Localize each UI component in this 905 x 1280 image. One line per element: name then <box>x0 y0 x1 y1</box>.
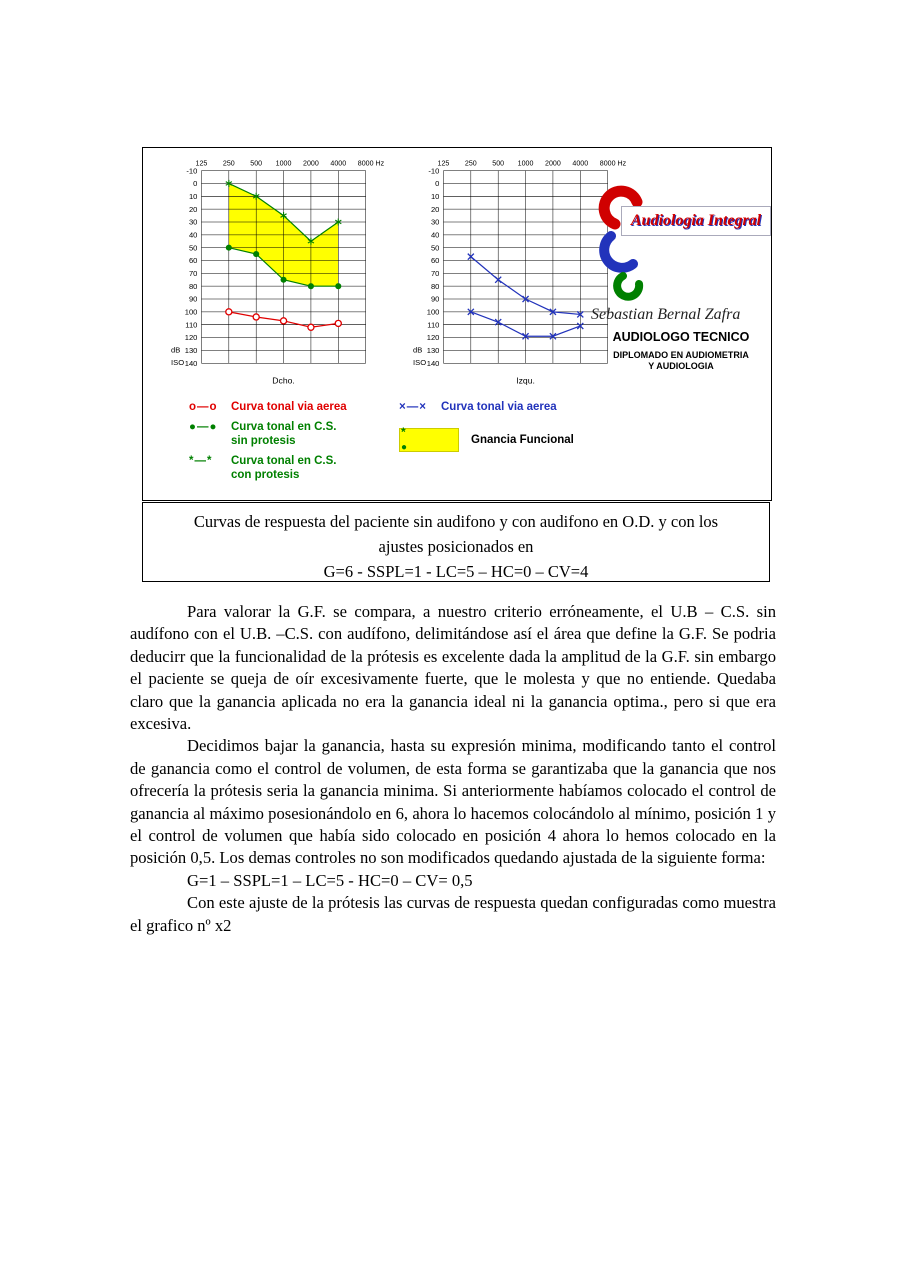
caption-line-3: G=6 - SSPL=1 - LC=5 – HC=0 – CV=4 <box>323 562 589 581</box>
svg-text:40: 40 <box>188 230 198 240</box>
svg-text:ISO: ISO <box>171 358 185 368</box>
svg-text:Izqu.: Izqu. <box>516 375 535 386</box>
svg-text:Hz: Hz <box>375 159 385 168</box>
svg-text:250: 250 <box>222 159 235 168</box>
legend-item-air-left <box>399 400 619 414</box>
svg-text:1000: 1000 <box>517 159 534 168</box>
svg-text:125: 125 <box>437 159 450 168</box>
svg-text:130: 130 <box>184 346 198 355</box>
svg-text:4000: 4000 <box>572 159 589 168</box>
circle-line-marker-icon: o—o <box>189 401 218 413</box>
figure-caption <box>142 502 770 582</box>
paragraph-valorar-gf: Para valorar la G.F. se compara, a nuestro criterio erróneamente, el U.B – C.S. sin audífono con el U.B. –C.S. con audífono, delimitándose así el área que define la G.F. Se podria deducirr que la funcionalidad de la prótesis es excelente dada la amplitud de la G.F. sin embargo el paciente se queja de oír excesivamente fuerte, que le molesta y que no entiende. Quedaba claro que la ganancia aplicada no era la ganancia ideal ni la ganancia optima., pero si que era excesiva. <box>130 602 776 734</box>
x-line-marker-icon: ×—× <box>399 401 427 413</box>
body-text <box>130 601 776 937</box>
audiologist-name: Sebastian Bernal Zafra <box>591 306 741 323</box>
right-ear-audiogram-chart <box>167 154 392 392</box>
svg-text:30: 30 <box>430 217 440 227</box>
svg-text:250: 250 <box>464 159 477 168</box>
svg-text:8000: 8000 <box>599 159 616 168</box>
logo-swirl-icon <box>593 184 651 304</box>
legend-right-ear <box>189 400 389 488</box>
svg-text:60: 60 <box>188 256 198 266</box>
functional-gain-label: Gnancia Funcional <box>471 434 574 446</box>
svg-text:140: 140 <box>426 358 440 368</box>
svg-text:500: 500 <box>250 159 263 168</box>
legend-label: Curva tonal via aerea <box>441 401 557 413</box>
settings-formula: G=1 – SSPL=1 – LC=5 - HC=0 – CV= 0,5 <box>187 870 473 890</box>
legend-item-functional-gain <box>399 425 619 453</box>
svg-text:20: 20 <box>430 204 440 214</box>
legend-item-air-right <box>189 400 389 414</box>
svg-text:120: 120 <box>184 333 198 343</box>
paragraph-grafico-x2: Con este ajuste de la prótesis las curvas de respuesta quedan configuradas como muestra el grafico nº x2 <box>130 893 776 935</box>
svg-text:50: 50 <box>188 243 198 253</box>
svg-text:140: 140 <box>184 358 198 368</box>
svg-text:70: 70 <box>188 268 198 278</box>
svg-text:ISO: ISO <box>413 358 427 368</box>
svg-text:0: 0 <box>193 179 198 189</box>
paragraph-bajar-ganancia: Decidimos bajar la ganancia, hasta su expresión minima, modificando tanto el control de ganancia como el control de volumen, de esta forma se garantizaba que la ganancia que nos ofrecería la prótesis seria la ganancia minima. Si anteriormente habíamos colocado el control de ganancia al máximo posesionándolo en 6, ahora lo hacemos colocándolo al mínimo, posición 1 y el control de volumen que había sido colocado en posición 4 ahora lo hemos colocado en la posición 0,5. Los demas controles no son modificados quedando ajustada de la siguiente forma: <box>130 736 776 868</box>
svg-text:130: 130 <box>426 346 440 355</box>
brand-name: Audiologia Integral <box>630 212 762 229</box>
brand-box <box>621 206 771 236</box>
svg-text:8000: 8000 <box>357 159 374 168</box>
svg-text:10: 10 <box>430 191 440 201</box>
caption-line-2: ajustes posicionados en <box>378 537 534 556</box>
svg-text:4000: 4000 <box>330 159 347 168</box>
legend-item-cs-con-protesis <box>189 454 389 482</box>
legend-item-cs-sin-protesis <box>189 420 389 448</box>
svg-text:Hz: Hz <box>617 159 627 168</box>
svg-text:80: 80 <box>188 281 198 291</box>
svg-text:110: 110 <box>427 320 440 330</box>
dot-marker-icon: ● <box>401 442 408 453</box>
legend-left-ear <box>399 400 619 452</box>
caption-line-1: Curvas de respuesta del paciente sin audifono y con audifono en O.D. y con los <box>193 512 719 531</box>
asterisk-marker-icon: * <box>401 425 406 439</box>
svg-text:1000: 1000 <box>275 159 292 168</box>
diploma-line-1: DIPLOMADO EN AUDIOMETRIA <box>613 350 749 360</box>
svg-text:-10: -10 <box>428 166 440 176</box>
svg-text:2000: 2000 <box>545 159 561 168</box>
svg-text:40: 40 <box>430 230 440 240</box>
svg-text:500: 500 <box>492 159 505 168</box>
svg-text:120: 120 <box>426 333 440 343</box>
asterisk-line-marker-icon: *—* <box>189 455 213 467</box>
svg-text:-10: -10 <box>186 166 198 176</box>
functional-gain-swatch-icon <box>399 425 459 453</box>
svg-text:110: 110 <box>185 320 198 330</box>
svg-text:100: 100 <box>426 307 440 317</box>
svg-text:100: 100 <box>184 307 198 317</box>
svg-text:70: 70 <box>430 268 440 278</box>
svg-text:0: 0 <box>435 179 440 189</box>
svg-text:Dcho.: Dcho. <box>272 375 295 386</box>
legend-label: Curva tonal en C.S. con protesis <box>231 455 337 481</box>
svg-text:60: 60 <box>430 256 440 266</box>
svg-text:30: 30 <box>188 217 198 227</box>
audiologist-title: AUDIOLOGO TECNICO <box>612 330 750 344</box>
svg-text:50: 50 <box>430 243 440 253</box>
svg-text:dB: dB <box>413 345 423 355</box>
svg-text:90: 90 <box>188 294 198 304</box>
svg-text:2000: 2000 <box>303 159 319 168</box>
dot-line-marker-icon: ●—● <box>189 421 218 433</box>
legend-label: Curva tonal en C.S. sin protesis <box>231 421 337 447</box>
svg-text:10: 10 <box>188 191 198 201</box>
audiogram-figure <box>142 147 772 501</box>
svg-text:125: 125 <box>195 159 208 168</box>
legend-label: Curva tonal via aerea <box>231 401 347 413</box>
diploma-line-2: Y AUDIOLOGIA <box>648 361 714 371</box>
svg-text:dB: dB <box>171 345 181 355</box>
svg-text:20: 20 <box>188 204 198 214</box>
svg-text:80: 80 <box>430 281 440 291</box>
svg-text:90: 90 <box>430 294 440 304</box>
audiologist-diploma <box>591 350 771 372</box>
